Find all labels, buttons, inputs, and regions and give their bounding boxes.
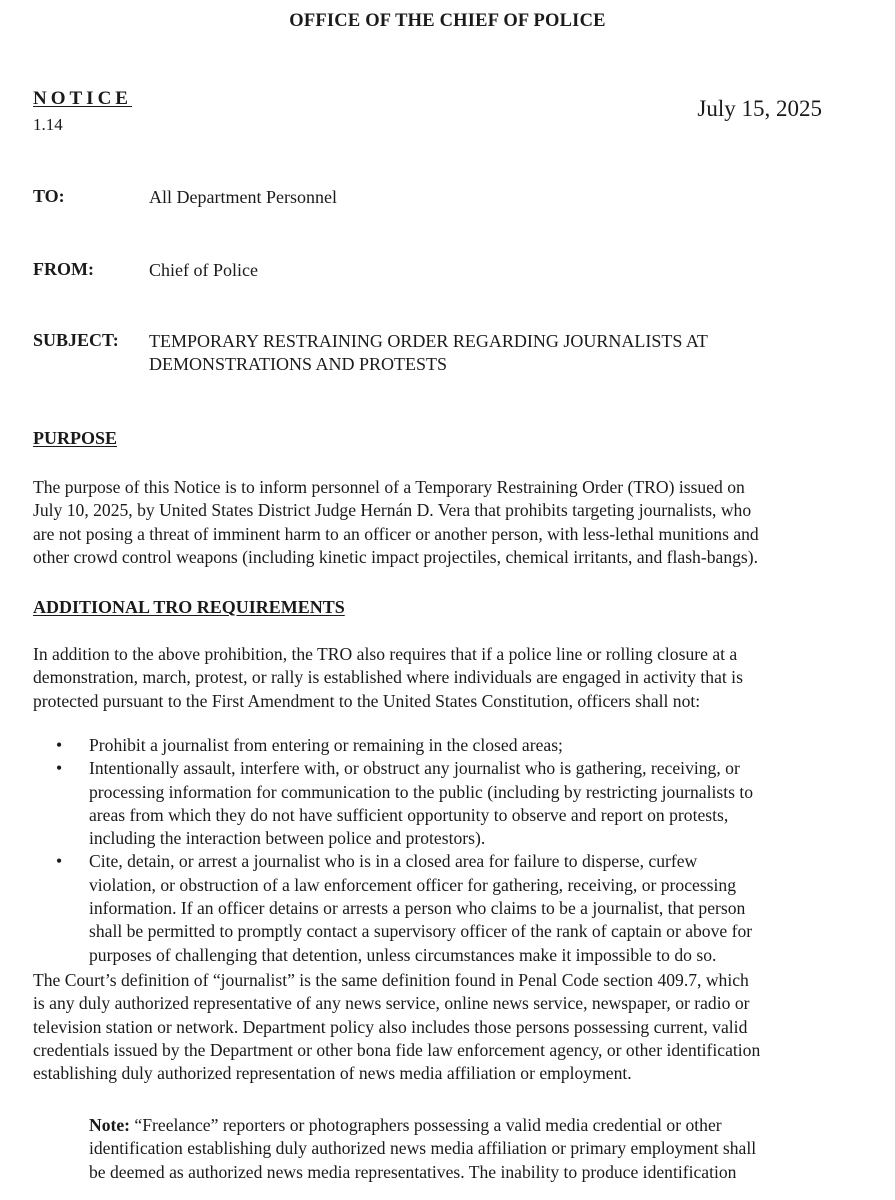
requirements-list (56, 734, 856, 967)
subject-line: DEMONSTRATIONS AND PROTESTS (149, 354, 448, 374)
subject-value (149, 330, 789, 376)
list-item-line: purposes of challenging that detention, unless circumstances make it impossible to do so. (89, 944, 717, 965)
note-label: Note: (89, 1115, 131, 1135)
list-item-line: Intentionally assault, interfere with, or obstruct any journalist who is gathering, receiving, or (89, 758, 740, 779)
list-item-line: shall be permitted to promptly contact a supervisory officer of the rank of captain or above for (89, 921, 753, 942)
list-item (56, 850, 856, 966)
bullet-icon: • (56, 758, 63, 779)
notice-label: NOTICE (33, 88, 132, 109)
purpose-heading: PURPOSE (33, 428, 118, 448)
list-item-line: processing information for communication to the public (including by restricting journalists to (89, 781, 754, 802)
purpose-line: The purpose of this Notice is to inform personnel of a Temporary Restraining Order (TRO) issued on (33, 477, 745, 497)
note-line: identification establishing duly authorized news media affiliation or primary employment shall (89, 1138, 757, 1159)
note-first-line: “Freelance” reporters or photographers possessing a valid media credential or other (130, 1115, 722, 1135)
bullet-icon: • (56, 851, 63, 872)
definition-line: is any duly authorized representative of any news service, online news service, newspaper, or radio or (33, 993, 750, 1014)
definition-line: The Court’s definition of “journalist” is the same definition found in Penal Code section 409.7, which (33, 970, 749, 990)
subject-label: SUBJECT: (33, 330, 119, 350)
definition-line: television station or network. Department policy also includes those persons possessing current, valid (33, 1016, 748, 1037)
list-item-line: information. If an officer detains or arrests a person who claims to be a journalist, that person (89, 898, 746, 919)
list-item-line: areas from which they do not have sufficient opportunity to observe and report on protests, (89, 804, 729, 825)
list-item-line: violation, or obstruction of a law enforcement officer for gathering, receiving, or processing (89, 874, 736, 895)
subject-line: TEMPORARY RESTRAINING ORDER REGARDING JOURNALISTS AT (149, 331, 708, 351)
note-line (89, 1114, 869, 1137)
to-value: All Department Personnel (149, 187, 337, 207)
definition-line: credentials issued by the Department or other bona fide law enforcement agency, or other identification (33, 1039, 761, 1060)
definition-line: establishing duly authorized representation of news media affiliation or employment. (33, 1063, 632, 1084)
from-value: Chief of Police (149, 260, 258, 280)
purpose-line: are not posing a threat of imminent harm to an officer or another person, with less-lethal munitions and (33, 523, 759, 544)
purpose-paragraph (33, 476, 868, 569)
list-item (56, 757, 856, 850)
intro-line: demonstration, march, protest, or rally is established where individuals are engaged in activity that is (33, 667, 743, 688)
list-item-line: including the interaction between police and protestors). (89, 828, 486, 849)
list-item-line: Cite, detain, or arrest a journalist who is in a closed area for failure to disperse, curfew (89, 851, 698, 872)
note-line: be deemed as authorized news media representatives. The inability to produce identification (89, 1161, 737, 1182)
definition-paragraph (33, 969, 868, 1085)
notice-date: July 15, 2025 (697, 96, 822, 121)
requirements-heading: ADDITIONAL TRO REQUIREMENTS (33, 597, 345, 617)
purpose-line: July 10, 2025, by United States District Judge Hernán D. Vera that prohibits targeting journalists, who (33, 500, 752, 521)
intro-line: In addition to the above prohibition, the TRO also requires that if a police line or rolling closure at a (33, 644, 738, 664)
list-item-line: Prohibit a journalist from entering or remaining in the closed areas; (89, 735, 563, 755)
bullet-icon: • (56, 735, 63, 755)
office-title: OFFICE OF THE CHIEF OF POLICE (289, 11, 606, 31)
from-label: FROM: (33, 259, 94, 279)
notice-number: 1.14 (33, 115, 63, 134)
note-paragraph (89, 1114, 869, 1184)
list-item (56, 734, 856, 757)
intro-line: protected pursuant to the First Amendment to the United States Constitution, officers shall not: (33, 690, 701, 711)
to-label: TO: (33, 186, 65, 206)
requirements-intro (33, 643, 868, 713)
purpose-line: other crowd control weapons (including kinetic impact projectiles, chemical irritants, and flash-bangs). (33, 546, 759, 567)
